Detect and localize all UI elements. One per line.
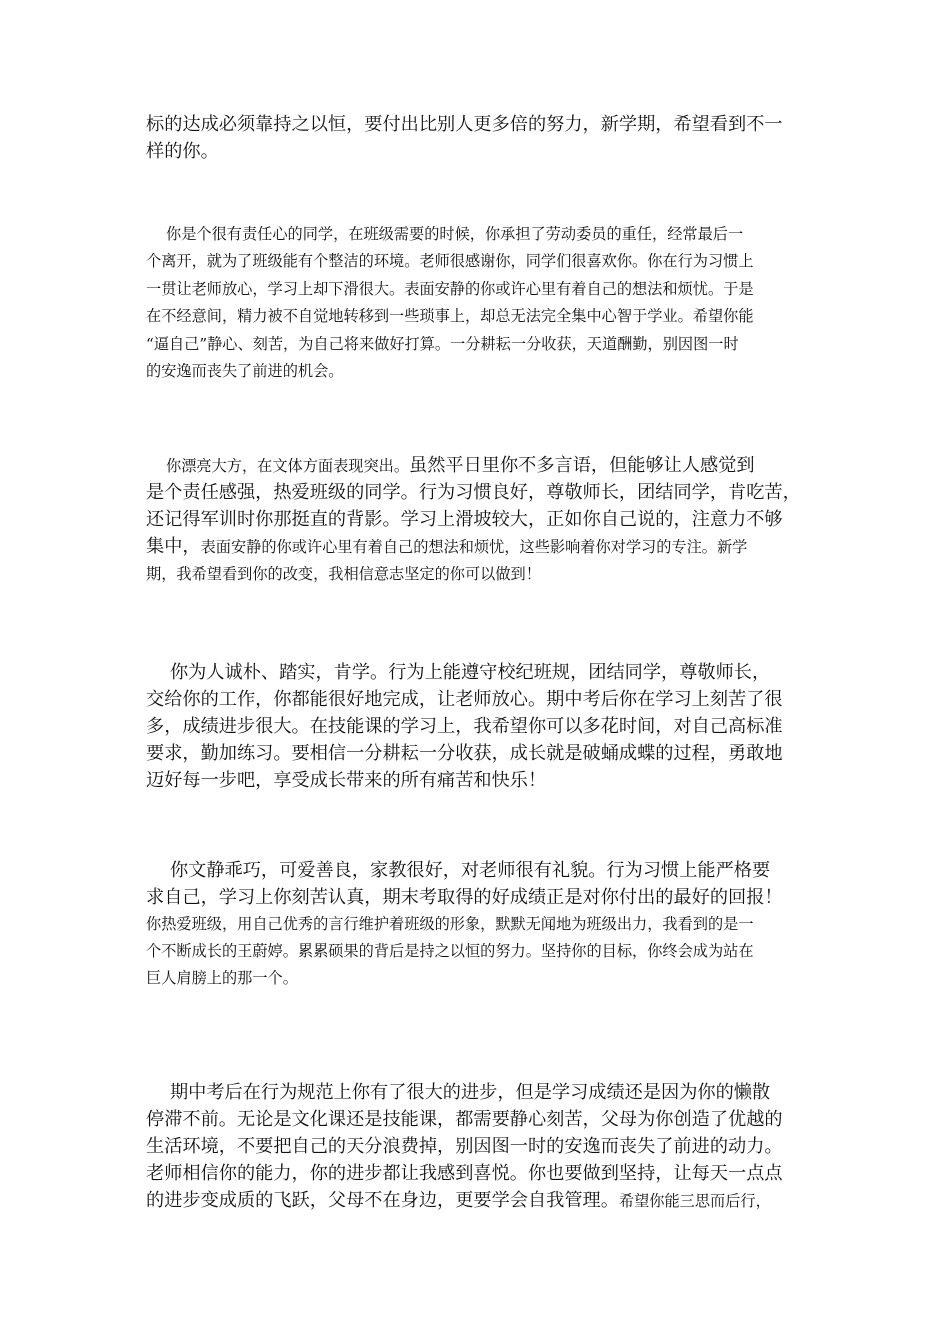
text-run: 还记得军训时你那挺直的背影。学习上滑坡较大，正如你自己说的，注意力不够 xyxy=(146,509,783,530)
text-run: 表面安静的你或许心里有着自己的想法和烦忧，这些影响着你对学习的专注。新学 xyxy=(200,538,748,556)
text-line: “逼自己”静心、刻苦，为自己将来做好打算。一分耕耘一分收获，天道酬勤，别因图一时 xyxy=(146,334,739,353)
text-line: 你为人诚朴、踏实，肯学。行为上能遵守校纪班规，团结同学，尊敬师长， xyxy=(146,662,771,683)
text-line: 在不经意间，精力被不自觉地转移到一些琐事上，却总无法完全集中心智于学业。希望你能 xyxy=(146,307,754,326)
comment-paragraph xyxy=(146,659,808,794)
comment-paragraph xyxy=(146,452,808,587)
text-line xyxy=(146,1187,808,1214)
text-run: 是个责任感强，热爱班级的同学。行为习惯良好，尊敬师长，团结同学，肯吃苦， xyxy=(146,482,801,503)
text-line: 交给你的工作，你都能很好地完成，让老师放心。期中考后你在学习上刻苦了很 xyxy=(146,689,783,710)
text-run: 的进步变成质的飞跃，父母不在身边，更要学会自我管理。 xyxy=(146,1190,619,1211)
text-run: 希望你能三思而后行， xyxy=(618,1192,771,1210)
text-line: 求自己，学习上你刻苦认真，期末考取得的好成绩正是对你付出的最好的回报！ xyxy=(146,887,783,908)
text-line: 标的达成必须靠持之以恒，要付出比别人更多倍的努力，新学期，希望看到不一 xyxy=(146,114,783,135)
comment-paragraph xyxy=(146,1079,808,1214)
text-line: 个不断成长的王蔚婷。累累硕果的背后是持之以恒的努力。坚持你的目标，你终会成为站在 xyxy=(146,942,754,960)
text-line: 一贯让老师放心，学习上却下滑很大。表面安静的你或许心里有着自己的想法和烦忧。于是 xyxy=(146,279,754,298)
text-line xyxy=(146,533,808,560)
text-line: 样的你。 xyxy=(146,141,219,162)
text-run: 虽然平日里你不多言语，但能够让人感觉到 xyxy=(409,455,755,476)
text-run: 你漂亮大方，在文体方面表现突出。 xyxy=(146,457,410,475)
text-line: 停滞不前。无论是文化课还是技能课，都需要静心刻苦，父母为你创造了优越的 xyxy=(146,1109,783,1130)
text-line: 你文静乖巧，可爱善良，家教很好，对老师很有礼貌。行为习惯上能严格要 xyxy=(146,860,771,881)
text-line: 迈好每一步吧，享受成长带来的所有痛苦和快乐！ xyxy=(146,770,547,791)
text-line xyxy=(146,452,808,479)
text-line: 巨人肩膀上的那一个。 xyxy=(146,969,298,987)
text-line: 期中考后在行为规范上你有了很大的进步，但是学习成绩还是因为你的懒散 xyxy=(146,1082,771,1103)
text-line: 老师相信你的能力，你的进步都让我感到喜悦。你也要做到坚持，让每天一点点 xyxy=(146,1163,783,1184)
comment-paragraph xyxy=(146,221,808,385)
text-line xyxy=(146,479,808,506)
text-line: 的安逸而丧失了前进的机会。 xyxy=(146,361,344,380)
paragraph-continuation xyxy=(146,111,808,165)
text-line: 你热爱班级，用自己优秀的言行维护着班级的形象，默默无闻地为班级出力，我看到的是一 xyxy=(146,915,754,933)
text-line xyxy=(146,506,808,533)
comment-paragraph xyxy=(146,857,808,992)
text-line: 多，成绩进步很大。在技能课的学习上，我希望你可以多花时间，对自己高标准 xyxy=(146,716,783,737)
text-run: 期，我希望看到你的改变，我相信意志坚定的你可以做到！ xyxy=(146,565,541,583)
text-run: 集中， xyxy=(146,536,201,557)
text-line: 要求，勤加练习。要相信一分耕耘一分收获，成长就是破蛹成蝶的过程，勇敢地 xyxy=(146,743,783,764)
text-line xyxy=(146,560,808,587)
text-line: 个离开，就为了班级能有个整洁的环境。老师很感谢你，同学们很喜欢你。你在行为习惯上 xyxy=(146,252,754,271)
text-line: 你是个很有责任心的同学，在班级需要的时候，你承担了劳动委员的重任，经常最后一 xyxy=(146,225,744,243)
text-line: 生活环境，不要把自己的天分浪费掉，别因图一时的安逸而丧失了前进的动力。 xyxy=(146,1136,783,1157)
